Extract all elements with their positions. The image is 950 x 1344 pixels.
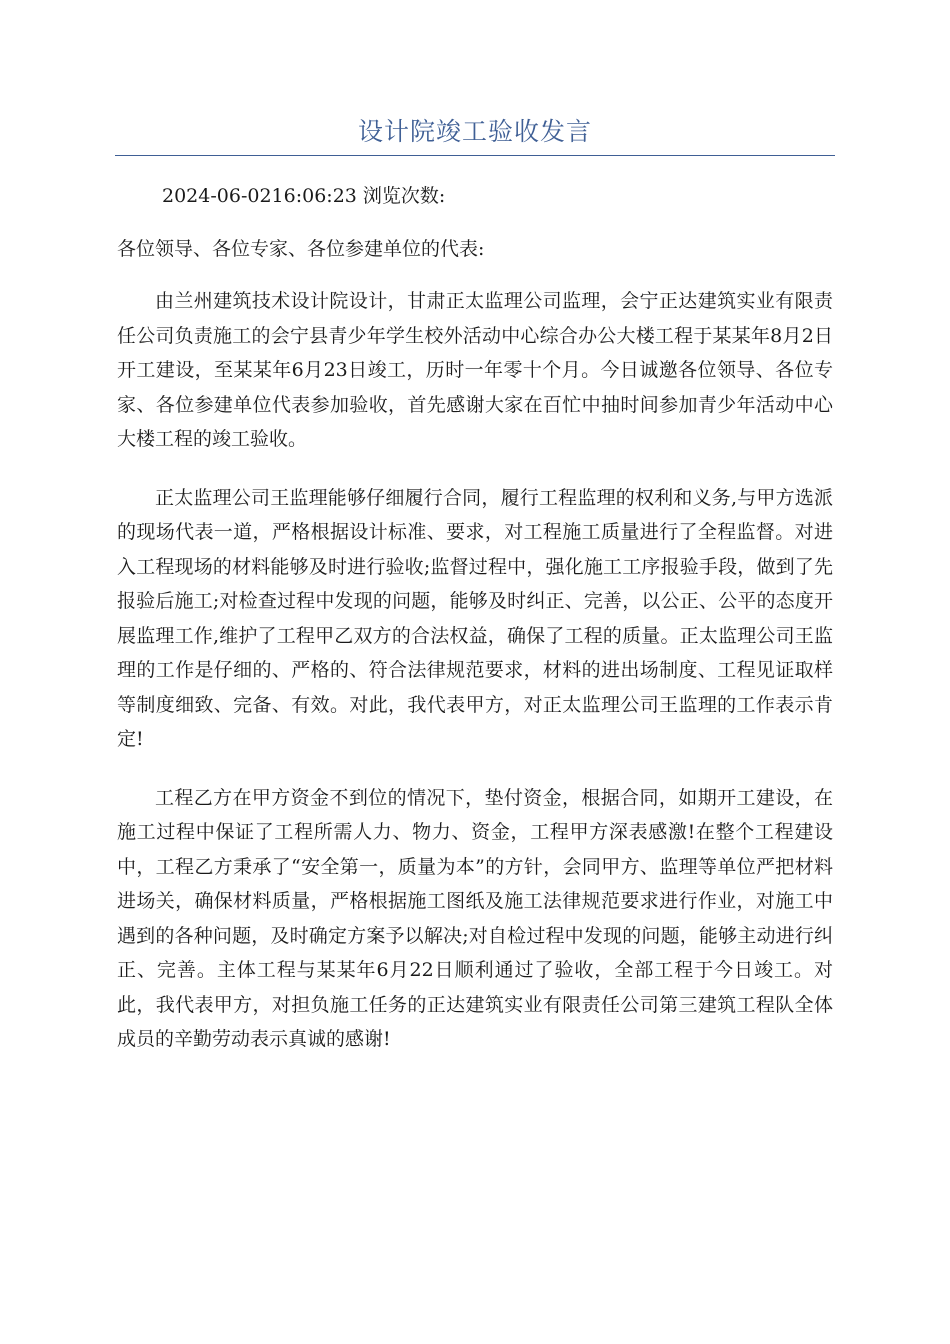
publish-meta: 2024-06-0216:06:23 浏览次数: — [162, 185, 446, 207]
greeting-line: 各位领导、各位专家、各位参建单位的代表: — [117, 238, 485, 260]
paragraph-intro: 由兰州建筑技术设计院设计，甘肃正太监理公司监理，会宁正达建筑实业有限责任公司负责施工的会宁县青少年学生校外活动中心综合办公大楼工程于某某年8月2日开工建设，至某某年6月23日竣工，历时一年零十个月。今日诚邀各位领导、各位专家、各位参建单位代表参加验收，首先感谢大家在百忙中抽时间参加青少年活动中心大楼工程的竣工验收。 — [117, 290, 833, 450]
title-underline — [115, 155, 835, 156]
speech-body — [117, 284, 833, 1081]
document-title: 设计院竣工验收发言 — [357, 117, 592, 146]
paragraph-supervision: 正太监理公司王监理能够仔细履行合同，履行工程监理的权利和义务,与甲方选派的现场代表一道，严格根据设计标准、要求，对工程施工质量进行了全程监督。对进入工程现场的材料能够及时进行验收;监督过程中，强化施工工序报验手段，做到了先报验后施工;对检查过程中发现的问题，能够及时纠正、完善，以公正、公平的态度开展监理工作,维护了工程甲乙双方的合法权益，确保了工程的质量。正太监理公司王监理的工作是仔细的、严格的、符合法律规范要求，材料的进出场制度、工程见证取样等制度细致、完备、有效。对此，我代表甲方，对正太监理公司王监理的工作表示肯定! — [117, 486, 833, 750]
paragraph-construction: 工程乙方在甲方资金不到位的情况下，垫付资金，根据合同，如期开工建设，在施工过程中保证了工程所需人力、物力、资金，工程甲方深表感激!在整个工程建设中，工程乙方秉承了“安全第一，质量为本”的方针，会同甲方、监理等单位严把材料进场关，确保材料质量，严格根据施工图纸及施工法律规范要求进行作业，对施工中遇到的各种问题，及时确定方案予以解决;对自检过程中发现的问题，能够主动进行纠正、完善。主体工程与某某年6月22日顺利通过了验收，全部工程于今日竣工。对此，我代表甲方，对担负施工任务的正达建筑实业有限责任公司第三建筑工程队全体成员的辛勤劳动表示真诚的感谢! — [117, 786, 833, 1050]
